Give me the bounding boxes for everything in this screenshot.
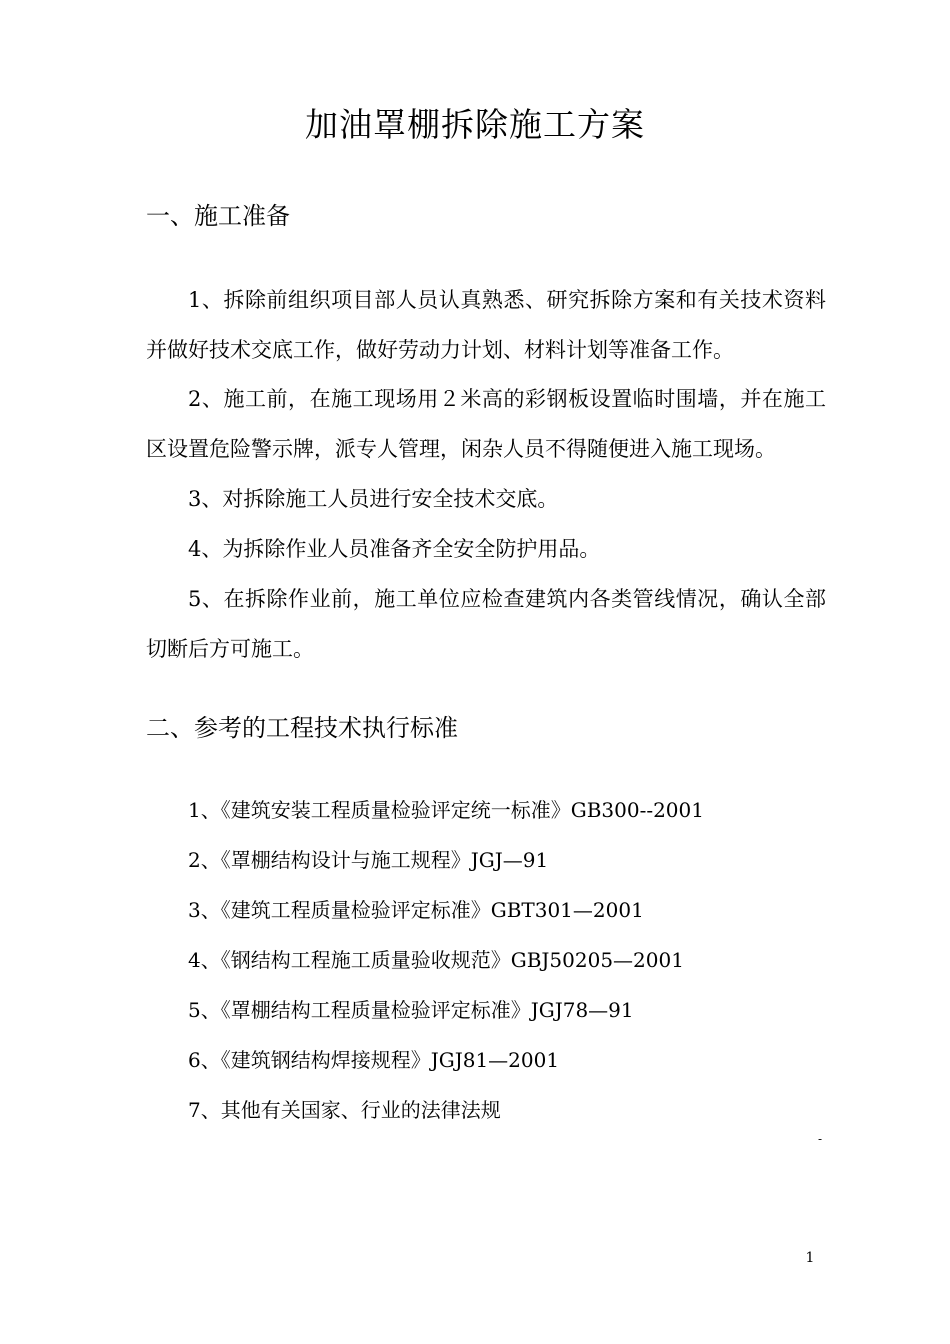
preparation-item-5: 5、在拆除作业前，施工单位应检查建筑内各类管线情况，确认全部切断后方可施工。: [146, 587, 826, 661]
standard-item-2: 2、《罩棚结构设计与施工规程》JGJ—91: [188, 848, 549, 872]
standard-item-4: 4、《钢结构工程施工质量验收规范》GBJ50205—2001: [188, 948, 684, 972]
document-title: 加油罩棚拆除施工方案: [305, 105, 645, 144]
section-heading-preparation: 一、施工准备: [146, 202, 290, 230]
preparation-item-1: 1、拆除前组织项目部人员认真熟悉、研究拆除方案和有关技术资料并做好技术交底工作，做好劳动力计划、材料计划等准备工作。: [146, 288, 826, 362]
standard-item-6: 6、《建筑钢结构焊接规程》JGJ81—2001: [188, 1048, 560, 1072]
page-number: 1: [805, 1250, 815, 1266]
preparation-item-3: 3、对拆除施工人员进行安全技术交底。: [188, 487, 559, 511]
standard-item-3: 3、《建筑工程质量检验评定标准》GBT301—2001: [188, 898, 644, 922]
standard-item-7: 7、其他有关国家、行业的法律法规: [188, 1098, 501, 1122]
preparation-item-2: 2、施工前，在施工现场用２米高的彩钢板设置临时围墙，并在施工区设置危险警示牌，派专人管理，闲杂人员不得随便进入施工现场。: [146, 387, 826, 461]
section-heading-standards: 二、参考的工程技术执行标准: [146, 714, 458, 742]
standard-item-5: 5、《罩棚结构工程质量检验评定标准》JGJ78—91: [188, 998, 634, 1022]
standard-item-1: 1、《建筑安装工程质量检验评定统一标准》GB300--2001: [188, 798, 704, 822]
stray-mark: -: [818, 1132, 823, 1146]
preparation-item-4: 4、为拆除作业人员准备齐全安全防护用品。: [188, 537, 601, 561]
